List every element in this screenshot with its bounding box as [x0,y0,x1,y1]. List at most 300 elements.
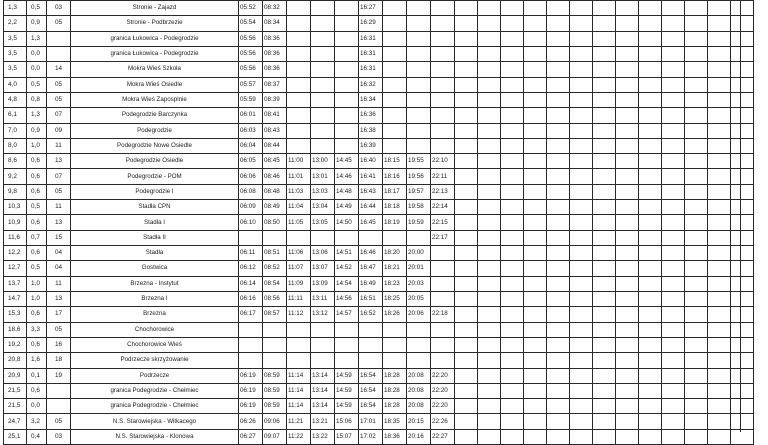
departure-time-cell: 18:20 [383,246,407,261]
departure-time-cell [407,337,431,352]
departure-time-cell: 08:44 [263,138,287,153]
stop-name-cell: granica Łukowica - Podegrodzie [71,46,239,61]
departure-time-cell [478,215,501,230]
departure-time-cell [407,353,431,368]
departure-time-cell [455,46,478,61]
km-cell: 1,3 [4,1,27,16]
departure-time-cell [478,414,501,429]
departure-time-cell [524,108,547,123]
departure-time-cell [570,169,593,184]
departure-time-cell [662,92,685,107]
departure-time-cell: 06:12 [239,261,263,276]
departure-time-cell [431,77,455,92]
departure-time-cell [335,92,359,107]
departure-time-cell: 19:57 [407,184,431,199]
departure-time-cell: 06:27 [239,429,263,444]
departure-time-cell [708,31,731,46]
departure-time-cell [455,322,478,337]
departure-time-cell [478,337,501,352]
zone-cell: 05 [47,184,71,199]
distance-cell: 3,2 [27,414,47,429]
departure-time-cell: 22:15 [431,215,455,230]
departure-time-cell: 22:26 [431,414,455,429]
table-row [4,92,754,107]
departure-time-cell [501,307,524,322]
departure-time-cell [662,414,685,429]
zone-cell: 03 [47,1,71,16]
departure-time-cell [431,16,455,31]
stop-name-cell: Stadła I [71,215,239,230]
departure-time-cell [501,337,524,352]
departure-time-cell [335,337,359,352]
table-row [4,353,754,368]
departure-time-cell [407,77,431,92]
departure-time-cell [731,353,754,368]
departure-time-cell [383,31,407,46]
departure-time-cell [731,215,754,230]
departure-time-cell: 08:48 [263,184,287,199]
departure-time-cell [593,230,616,245]
departure-time-cell [311,62,335,77]
departure-time-cell [335,1,359,16]
km-cell: 21,5 [4,399,27,414]
departure-time-cell: 11:07 [287,261,311,276]
departure-time-cell [478,123,501,138]
departure-time-cell: 08:36 [263,31,287,46]
departure-time-cell [731,414,754,429]
departure-time-cell: 20:16 [407,429,431,444]
departure-time-cell [263,353,287,368]
departure-time-cell [501,31,524,46]
departure-time-cell [685,307,708,322]
departure-time-cell [455,138,478,153]
departure-time-cell [383,16,407,31]
departure-time-cell [287,108,311,123]
departure-time-cell [524,383,547,398]
departure-time-cell [455,1,478,16]
departure-time-cell: 11:14 [287,399,311,414]
departure-time-cell [593,399,616,414]
km-cell: 14,7 [4,291,27,306]
departure-time-cell [455,169,478,184]
departure-time-cell [311,46,335,61]
departure-time-cell [685,322,708,337]
departure-time-cell [685,337,708,352]
departure-time-cell: 18:18 [383,200,407,215]
departure-time-cell [311,123,335,138]
departure-time-cell [431,322,455,337]
departure-time-cell [524,184,547,199]
departure-time-cell [639,246,662,261]
departure-time-cell [662,353,685,368]
departure-time-cell [335,353,359,368]
departure-time-cell [708,368,731,383]
departure-time-cell [287,322,311,337]
departure-time-cell [685,138,708,153]
departure-time-cell [616,62,639,77]
departure-time-cell [501,215,524,230]
stop-name-cell: granica Podegrodzie - Chełmiec [71,383,239,398]
table-row [4,307,754,322]
departure-time-cell: 16:27 [359,1,383,16]
departure-time-cell: 16:31 [359,31,383,46]
zone-cell: 11 [47,276,71,291]
departure-time-cell: 16:43 [359,184,383,199]
departure-time-cell [431,108,455,123]
zone-cell: 05 [47,16,71,31]
departure-time-cell: 20:08 [407,383,431,398]
departure-time-cell [639,1,662,16]
departure-time-cell: 16:52 [359,307,383,322]
departure-time-cell [593,184,616,199]
departure-time-cell [311,337,335,352]
stop-name-cell: Stronie - Zajazd [71,1,239,16]
departure-time-cell [639,200,662,215]
departure-time-cell [662,399,685,414]
departure-time-cell: 14:48 [335,184,359,199]
distance-cell: 0,9 [27,123,47,138]
departure-time-cell [455,184,478,199]
departure-time-cell [616,123,639,138]
departure-time-cell [708,291,731,306]
departure-time-cell [524,1,547,16]
stop-name-cell: Podegrodzie I [71,184,239,199]
departure-time-cell: 16:39 [359,138,383,153]
departure-time-cell [501,368,524,383]
table-row [4,62,754,77]
departure-time-cell [662,261,685,276]
km-cell: 13,7 [4,276,27,291]
zone-cell: 17 [47,307,71,322]
departure-time-cell [570,322,593,337]
departure-time-cell [708,383,731,398]
departure-time-cell: 11:09 [287,276,311,291]
departure-time-cell [639,16,662,31]
departure-time-cell [731,261,754,276]
departure-time-cell [570,92,593,107]
distance-cell: 0,5 [27,261,47,276]
departure-time-cell [431,276,455,291]
departure-time-cell [524,169,547,184]
departure-time-cell [593,215,616,230]
departure-time-cell: 08:41 [263,108,287,123]
departure-time-cell: 08:43 [263,123,287,138]
stop-name-cell: Podegrodzie Osiedle [71,154,239,169]
departure-time-cell: 16:32 [359,77,383,92]
departure-time-cell [383,46,407,61]
departure-time-cell [478,261,501,276]
departure-time-cell: 14:49 [335,200,359,215]
departure-time-cell: 14:59 [335,383,359,398]
zone-cell [47,399,71,414]
departure-time-cell: 16:41 [359,169,383,184]
departure-time-cell [431,92,455,107]
table-row [4,138,754,153]
stop-name-cell: Mokra Wieś Zaposplnie [71,92,239,107]
departure-time-cell: 13:04 [311,200,335,215]
departure-time-cell [639,291,662,306]
table-row [4,383,754,398]
departure-time-cell [478,154,501,169]
departure-time-cell [593,46,616,61]
departure-time-cell [685,276,708,291]
departure-time-cell [616,353,639,368]
departure-time-cell [455,368,478,383]
departure-time-cell [616,414,639,429]
departure-time-cell [455,337,478,352]
departure-time-cell [570,138,593,153]
stop-name-cell: Podegrodzie Barczynka [71,108,239,123]
departure-time-cell [407,31,431,46]
departure-time-cell [478,16,501,31]
distance-cell: 0,6 [27,246,47,261]
departure-time-cell: 08:50 [263,215,287,230]
departure-time-cell [335,62,359,77]
departure-time-cell [547,62,570,77]
table-row [4,322,754,337]
departure-time-cell: 05:59 [239,92,263,107]
departure-time-cell [431,337,455,352]
departure-time-cell: 13:14 [311,399,335,414]
departure-time-cell [547,230,570,245]
departure-time-cell [639,353,662,368]
departure-time-cell [407,62,431,77]
zone-cell: 11 [47,138,71,153]
zone-cell: 15 [47,230,71,245]
departure-time-cell: 06:19 [239,399,263,414]
departure-time-cell [708,138,731,153]
departure-time-cell [593,31,616,46]
departure-time-cell: 13:14 [311,383,335,398]
departure-time-cell: 18:28 [383,368,407,383]
departure-time-cell: 08:57 [263,307,287,322]
departure-time-cell [383,230,407,245]
km-cell: 3,5 [4,46,27,61]
distance-cell: 0,6 [27,184,47,199]
departure-time-cell [524,154,547,169]
departure-time-cell [570,77,593,92]
departure-time-cell: 05:57 [239,77,263,92]
departure-time-cell [616,399,639,414]
departure-time-cell: 16:40 [359,154,383,169]
departure-time-cell [478,307,501,322]
departure-time-cell [593,1,616,16]
departure-time-cell [383,108,407,123]
departure-time-cell [685,230,708,245]
departure-time-cell: 11:12 [287,307,311,322]
km-cell: 3,5 [4,62,27,77]
departure-time-cell [570,230,593,245]
departure-time-cell: 14:59 [335,368,359,383]
departure-time-cell [478,200,501,215]
departure-time-cell: 16:36 [359,108,383,123]
departure-time-cell [708,16,731,31]
departure-time-cell [547,291,570,306]
departure-time-cell [547,368,570,383]
departure-time-cell: 11:04 [287,200,311,215]
departure-time-cell: 20:06 [407,307,431,322]
departure-time-cell [616,1,639,16]
departure-time-cell [685,200,708,215]
departure-time-cell [662,31,685,46]
departure-time-cell [708,399,731,414]
departure-time-cell [639,108,662,123]
departure-time-cell: 08:54 [263,276,287,291]
departure-time-cell [501,383,524,398]
departure-time-cell [547,123,570,138]
departure-time-cell: 05:54 [239,16,263,31]
departure-time-cell [685,261,708,276]
table-row [4,1,754,16]
departure-time-cell [570,108,593,123]
departure-time-cell: 06:14 [239,276,263,291]
departure-time-cell: 18:28 [383,399,407,414]
departure-time-cell [407,1,431,16]
departure-time-cell [239,230,263,245]
km-cell: 25,1 [4,429,27,444]
departure-time-cell: 11:01 [287,169,311,184]
departure-time-cell: 11:22 [287,429,311,444]
departure-time-cell [524,230,547,245]
table-row [4,154,754,169]
departure-time-cell [524,77,547,92]
km-cell: 24,7 [4,414,27,429]
departure-time-cell [287,337,311,352]
departure-time-cell: 22:27 [431,429,455,444]
departure-time-cell [731,77,754,92]
departure-time-cell: 11:06 [287,246,311,261]
departure-time-cell [455,123,478,138]
departure-time-cell: 20:03 [407,276,431,291]
departure-time-cell: 08:36 [263,62,287,77]
departure-time-cell [616,307,639,322]
departure-time-cell [383,123,407,138]
departure-time-cell: 08:49 [263,200,287,215]
departure-time-cell [685,246,708,261]
departure-time-cell [524,399,547,414]
departure-time-cell: 08:46 [263,169,287,184]
departure-time-cell [287,46,311,61]
departure-time-cell: 06:04 [239,138,263,153]
departure-time-cell [287,92,311,107]
departure-time-cell [501,62,524,77]
departure-time-cell: 08:59 [263,368,287,383]
departure-time-cell: 16:47 [359,261,383,276]
departure-time-cell [547,31,570,46]
departure-time-cell [431,353,455,368]
departure-time-cell: 16:54 [359,399,383,414]
departure-time-cell [311,92,335,107]
departure-time-cell [731,16,754,31]
departure-time-cell [383,1,407,16]
departure-time-cell [524,16,547,31]
departure-time-cell [616,46,639,61]
zone-cell: 13 [47,154,71,169]
departure-time-cell [616,16,639,31]
departure-time-cell: 16:46 [359,246,383,261]
table-row [4,46,754,61]
departure-time-cell [731,1,754,16]
departure-time-cell [547,215,570,230]
departure-time-cell [662,154,685,169]
departure-time-cell [311,230,335,245]
departure-time-cell [311,322,335,337]
departure-time-cell [731,368,754,383]
departure-time-cell: 06:26 [239,414,263,429]
departure-time-cell [455,261,478,276]
departure-time-cell [570,368,593,383]
departure-time-cell: 18:17 [383,184,407,199]
departure-time-cell: 13:07 [311,261,335,276]
departure-time-cell [311,138,335,153]
departure-time-cell [639,399,662,414]
distance-cell: 0,8 [27,92,47,107]
departure-time-cell [731,92,754,107]
km-cell: 10,3 [4,200,27,215]
departure-time-cell [593,353,616,368]
departure-time-cell [501,399,524,414]
departure-time-cell: 18:25 [383,291,407,306]
departure-time-cell [662,368,685,383]
departure-time-cell [478,322,501,337]
departure-time-cell [455,215,478,230]
departure-time-cell [335,16,359,31]
departure-time-cell [662,169,685,184]
departure-time-cell [593,169,616,184]
departure-time-cell [311,108,335,123]
stop-name-cell: Podrzecze [71,368,239,383]
departure-time-cell [431,31,455,46]
stop-name-cell: Stadła [71,246,239,261]
stop-name-cell: Podegrodzie - POM [71,169,239,184]
table-row [4,337,754,352]
departure-time-cell [547,261,570,276]
departure-time-cell [639,46,662,61]
departure-time-cell [685,77,708,92]
stop-name-cell: granica Podegrodzie - Chełmiec [71,399,239,414]
departure-time-cell: 13:09 [311,276,335,291]
distance-cell: 0,0 [27,46,47,61]
distance-cell: 0,0 [27,399,47,414]
stop-name-cell: N.S. Starowiejska - Klonowa [71,429,239,444]
departure-time-cell [685,123,708,138]
departure-time-cell [547,399,570,414]
departure-time-cell [501,16,524,31]
departure-time-cell [570,353,593,368]
table-row [4,230,754,245]
departure-time-cell [708,215,731,230]
departure-time-cell [501,353,524,368]
departure-time-cell [708,414,731,429]
departure-time-cell [359,337,383,352]
departure-time-cell [383,62,407,77]
departure-time-cell [359,322,383,337]
departure-time-cell [383,77,407,92]
stop-name-cell: Brzezna - Instytut [71,276,239,291]
table-row [4,123,754,138]
departure-time-cell [407,322,431,337]
departure-time-cell [501,169,524,184]
departure-time-cell [639,77,662,92]
departure-time-cell: 16:54 [359,383,383,398]
departure-time-cell [593,383,616,398]
departure-time-cell: 06:03 [239,123,263,138]
departure-time-cell [478,383,501,398]
departure-time-cell: 16:44 [359,200,383,215]
departure-time-cell [708,46,731,61]
departure-time-cell [662,246,685,261]
departure-time-cell: 06:06 [239,169,263,184]
